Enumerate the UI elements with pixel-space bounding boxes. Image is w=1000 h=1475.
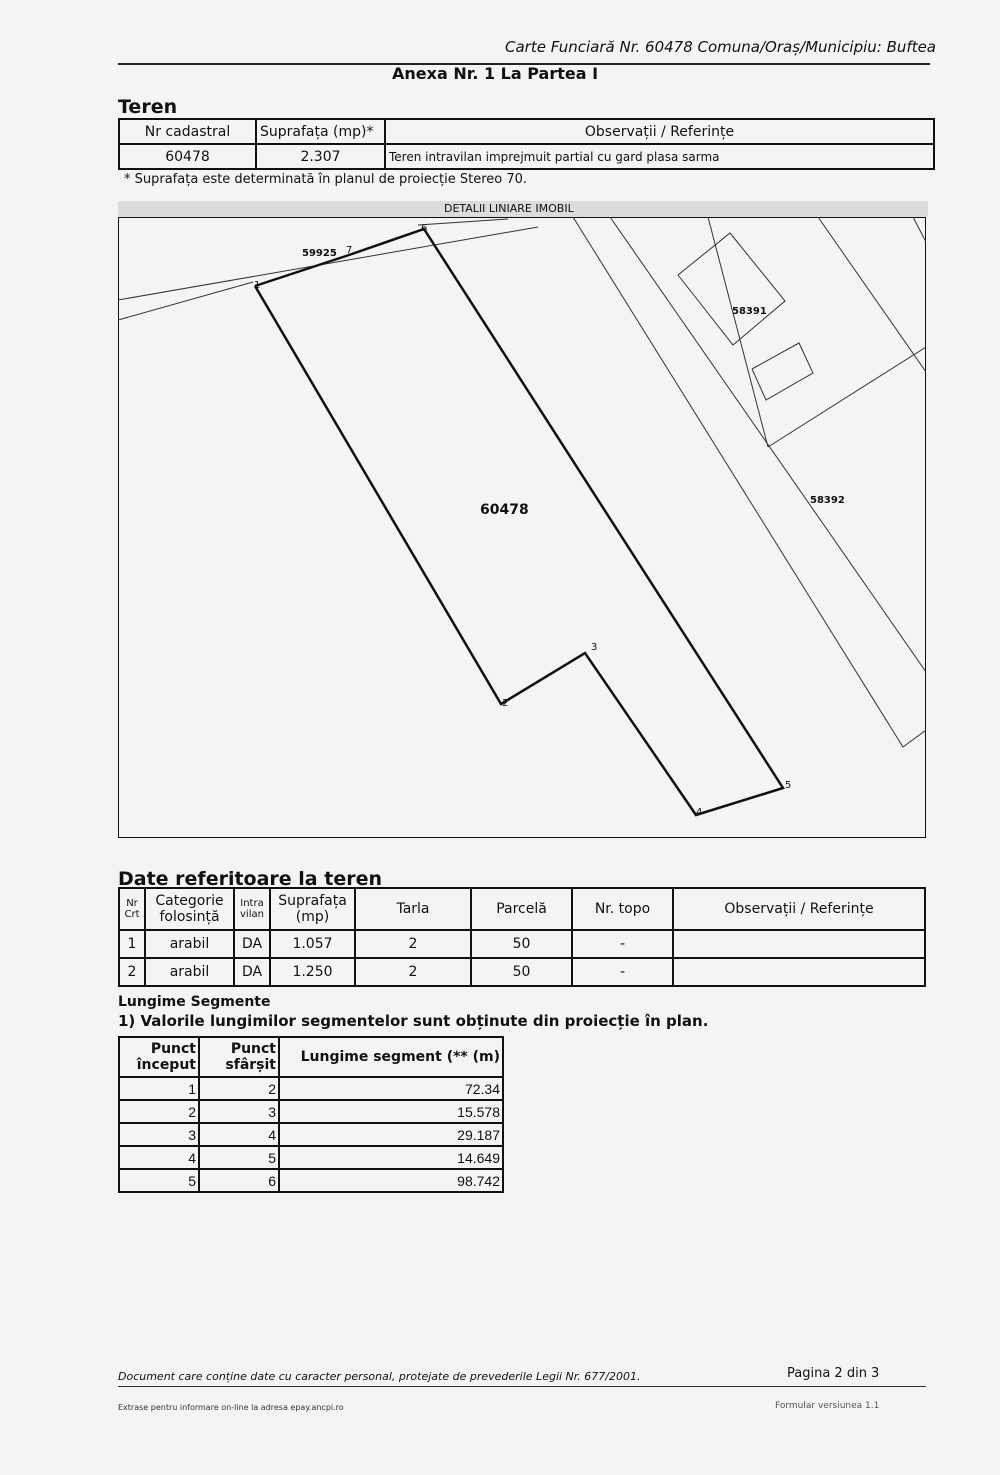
segmente-subheading: 1) Valorile lungimilor segmentelor sunt obținute din proiecție în plan.: [118, 1012, 709, 1030]
row-nr: 1: [119, 930, 145, 958]
page-number: Pagina 2 din 3: [787, 1366, 880, 1381]
teren-nr-cadastral: 60478: [119, 144, 256, 169]
row-observatii: [673, 930, 925, 958]
row-categorie: arabil: [145, 930, 234, 958]
col-tarla: Tarla: [355, 888, 471, 930]
segmente-table: [118, 1036, 504, 1193]
table-row: [119, 1077, 503, 1100]
seg-start: 5: [119, 1169, 199, 1192]
row-suprafata: 1.057: [270, 930, 355, 958]
parcel-label: 60478: [480, 502, 529, 518]
point-label-2: 2: [502, 698, 509, 709]
row-suprafata: 1.250: [270, 958, 355, 986]
cadastral-map: [118, 217, 926, 838]
table-row: [119, 958, 925, 986]
seg-length: 14.649: [279, 1146, 503, 1169]
row-nr-topo: -: [572, 930, 673, 958]
document-header-title: Carte Funciară Nr. 60478 Comuna/Oraș/Municipiu: Buftea: [505, 38, 937, 56]
col-intravilan: Intra vilan: [234, 888, 270, 930]
table-row: [119, 1123, 503, 1146]
seg-start: 1: [119, 1077, 199, 1100]
row-parcela: 50: [471, 958, 572, 986]
row-observatii: [673, 958, 925, 986]
segmente-heading: Lungime Segmente: [118, 994, 271, 1010]
neighbor-label-58392: 58392: [810, 495, 845, 506]
teren-suprafata: 2.307: [256, 144, 385, 169]
map-title: DETALII LINIARE IMOBIL: [444, 202, 574, 215]
seg-length: 29.187: [279, 1123, 503, 1146]
row-intravilan: DA: [234, 958, 270, 986]
col-punct-inceput: Punct început: [119, 1037, 199, 1077]
seg-start: 2: [119, 1100, 199, 1123]
table-row: [119, 1146, 503, 1169]
seg-end: 3: [199, 1100, 279, 1123]
point-label-6: 6: [421, 223, 428, 234]
date-teren-heading: Date referitoare la teren: [118, 868, 382, 890]
neighbor-label-59925: 59925: [302, 248, 337, 259]
seg-end: 5: [199, 1146, 279, 1169]
date-teren-table: [118, 887, 926, 987]
footer-divider: [118, 1386, 926, 1387]
footer-source: Extrase pentru informare on-line la adresa epay.ancpi.ro: [118, 1403, 344, 1412]
footer-disclaimer: Document care conține date cu caracter personal, protejate de prevederile Legii Nr. 677/2001.: [118, 1370, 641, 1383]
seg-start: 3: [119, 1123, 199, 1146]
col-nr-crt: Nr Crt: [119, 888, 145, 930]
point-label-1: 1: [254, 280, 261, 291]
seg-length: 15.578: [279, 1100, 503, 1123]
seg-length: 98.742: [279, 1169, 503, 1192]
col-observatii: Observații / Referințe: [673, 888, 925, 930]
col-punct-sfarsit: Punct sfârșit: [199, 1037, 279, 1077]
point-label-5: 5: [785, 780, 792, 791]
row-tarla: 2: [355, 930, 471, 958]
col-parcela: Parcelă: [471, 888, 572, 930]
seg-length: 72.34: [279, 1077, 503, 1100]
row-nr-topo: -: [572, 958, 673, 986]
seg-end: 4: [199, 1123, 279, 1146]
teren-col-suprafata: Suprafața (mp)*: [256, 119, 385, 144]
table-row: [119, 1169, 503, 1192]
col-categorie: Categorie folosință: [145, 888, 234, 930]
suprafata-note: * Suprafața este determinată în planul de proiecție Stereo 70.: [124, 172, 528, 187]
table-row: [119, 930, 925, 958]
row-nr: 2: [119, 958, 145, 986]
row-categorie: arabil: [145, 958, 234, 986]
annex-title: Anexa Nr. 1 La Partea I: [392, 64, 599, 83]
teren-heading: Teren: [118, 96, 178, 118]
point-label-4: 4: [696, 807, 703, 818]
neighbor-label-58391: 58391: [732, 306, 767, 317]
col-lungime-segment: Lungime segment (** (m): [279, 1037, 503, 1077]
point-label-7: 7: [346, 245, 353, 256]
seg-end: 6: [199, 1169, 279, 1192]
row-tarla: 2: [355, 958, 471, 986]
table-row: [119, 1100, 503, 1123]
teren-col-nr-cadastral: Nr cadastral: [119, 119, 256, 144]
seg-end: 2: [199, 1077, 279, 1100]
map-title-band: [118, 201, 928, 217]
teren-col-observatii: Observații / Referințe: [385, 119, 934, 144]
row-parcela: 50: [471, 930, 572, 958]
teren-table: [118, 118, 935, 170]
point-label-3: 3: [591, 642, 598, 653]
seg-start: 4: [119, 1146, 199, 1169]
teren-observatii: Teren intravilan imprejmuit partial cu gard plasa sarma: [385, 144, 934, 169]
col-suprafata: Suprafața (mp): [270, 888, 355, 930]
col-nr-topo: Nr. topo: [572, 888, 673, 930]
row-intravilan: DA: [234, 930, 270, 958]
form-version: Formular versiunea 1.1: [775, 1401, 880, 1411]
